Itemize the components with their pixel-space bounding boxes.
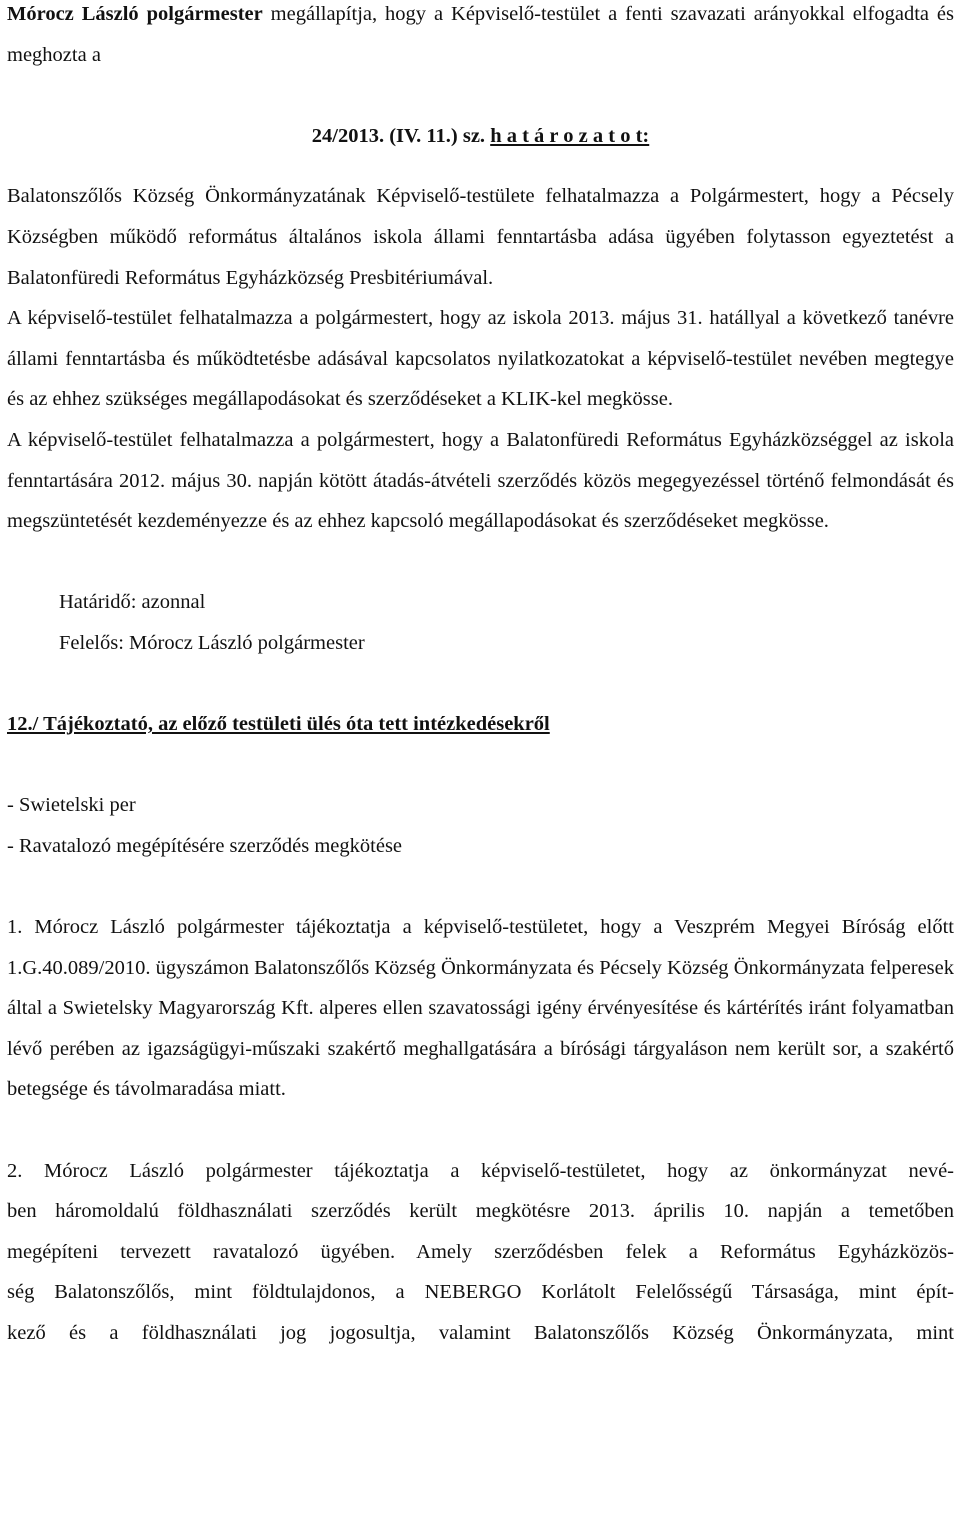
resolution-paragraph-3: A képviselő-testület felhatalmazza a polgármestert, hogy a Balatonfüredi Református Egyházközséggel az iskola fenntartására 2012. május 30. napján kötött átadás-átvételi szerződés közös megegyezéssel történő felmondását és megszüntetését kezdeményezze és az ehhez kapcsoló megállapodásokat és szerződéseket megkösse. [7, 428, 954, 533]
spacer [7, 1110, 954, 1151]
spacer [7, 542, 954, 583]
deadline-line: Határidő: azonnal [59, 591, 206, 614]
spacer [7, 866, 954, 907]
info-item-2-line: 2. Mórocz László polgármester tájékoztatja a képviselő-testületet, hogy az önkormányzat nevé- [7, 1159, 954, 1182]
responsible-line: Felelős: Mórocz László polgármester [59, 631, 365, 654]
resolution-title: h a t á r o z a t o t: [490, 124, 650, 147]
bullet-item: - Swietelski per [7, 794, 136, 817]
resolution-number [7, 116, 954, 157]
info-item-2 [7, 1151, 954, 1354]
spacer [7, 745, 954, 786]
info-item-2-line: kező és a földhasználati jog jogosultja, valamint Balatonszőlős Község Önkormányzata, mint [7, 1322, 954, 1344]
resolution-paragraph-1: Balatonszőlős Község Önkormányzatának Képviselő-testülete felhatalmazza a Polgármestert, hogy a Pécsely Községben működő református általános iskola állami fenntartásba adása ügyében folytasson egyeztetést a Balatonfüredi Református Egyházközség Presbitériumával. [7, 185, 954, 289]
intro-text: megállapítja, hogy a Képviselő-testület a fenti szavazati arányokkal elfogadta és meghozta a [7, 3, 954, 66]
intro-paragraph [7, 0, 954, 75]
bullet-item: - Ravatalozó megépítésére szerződés megkötése [7, 834, 403, 857]
resolution-paragraph-2: A képviselő-testület felhatalmazza a polgármestert, hogy az iskola 2013. május 31. hatállyal a következő tanévre állami fenntartásba és működtetésbe adásával kapcsolatos nyilatkozatokat a képviselő-testület nevében megtegye és az ehhez szükséges megállapodásokat és szerződéseket a KLIK-kel megkösse. [7, 307, 954, 411]
info-item-1: 1. Mórocz László polgármester tájékoztatja a képviselő-testületet, hogy a Veszprém Megyei Bíróság előtt 1.G.40.089/2010. ügyszámon Balatonszőlős Község Önkormányzata és Pécsely Község Önkormányzata felperesek által a Swietelsky Magyarország Kft. alperes ellen szavatossági igény érvényesítése és kártérítés iránt folyamatban lévő perében az igazságügyi-műszaki szakértő meghallgatására a bírósági tárgyaláson nem került sor, a szakértő betegsége és távolmaradása miatt. [7, 916, 954, 1101]
spacer [7, 664, 954, 705]
spacer [7, 156, 954, 176]
section-heading: 12./ Tájékoztató, az előző testületi ülés óta tett intézkedésekről [7, 713, 550, 736]
info-item-2-line: megépíteni tervezett ravatalozó ügyében. Amely szerződésben felek a Református Egyházközös- [7, 1240, 954, 1263]
info-item-2-line: ség Balatonszőlős, mint földtulajdonos, a NEBERGO Korlátolt Felelősségű Társasága, mint épít- [7, 1281, 954, 1304]
mayor-name: Mórocz László polgármester [7, 3, 263, 25]
info-item-2-line: ben háromoldalú földhasználati szerződés került megkötésre 2013. április 10. napján a temetőben [7, 1200, 954, 1223]
resolution-id: 24/2013. (IV. 11.) sz. [311, 124, 491, 147]
